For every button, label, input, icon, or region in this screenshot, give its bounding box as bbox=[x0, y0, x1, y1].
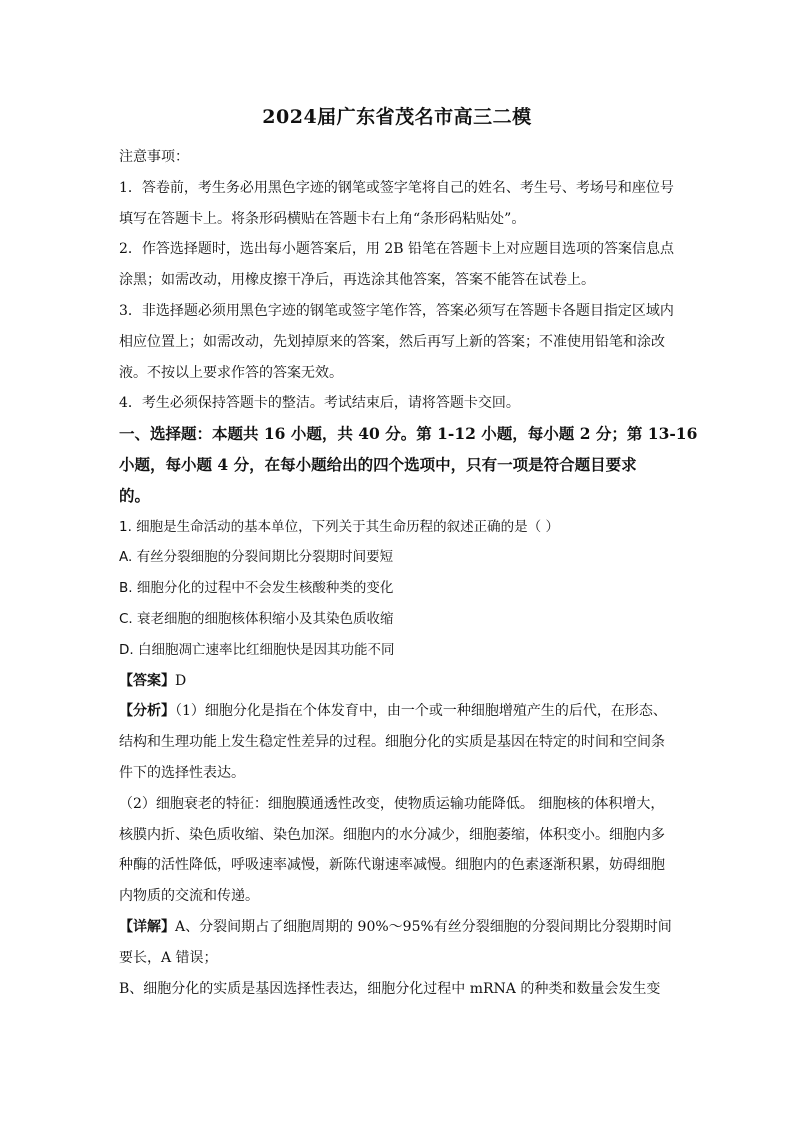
document-body bbox=[119, 142, 698, 1004]
analysis-line: 种酶的活性降低，呼吸速率减慢，新陈代谢速率减慢。细胞内的色素逐渐积累，妨碍细胞 bbox=[119, 857, 665, 874]
analysis-line: 核膜内折、染色质收缩、染色加深。细胞内的水分减少，细胞萎缩，体积变小。细胞内多 bbox=[119, 826, 665, 843]
notice-heading: 注意事项： bbox=[119, 149, 189, 165]
notice-line: 涂黑；如需改动，用橡皮擦干净后，再选涂其他答案，答案不能答在试卷上。 bbox=[119, 272, 595, 289]
notice-line: 2．作答选择题时，选出每小题答案后，用 2B 铅笔在答题卡上对应题目选项的答案信息点 bbox=[119, 241, 675, 258]
detail-line: 要长，A 错误； bbox=[119, 949, 218, 966]
question-option-b: B. 细胞分化的过程中不会发生核酸种类的变化 bbox=[119, 580, 394, 597]
detail-line: B、细胞分化的实质是基因选择性表达，细胞分化过程中 mRNA 的种类和数量会发生变 bbox=[119, 980, 661, 997]
analysis-line: （2）细胞衰老的特征：细胞膜通透性改变，使物质运输功能降低。 细胞核的体积增大， bbox=[119, 795, 665, 812]
notice-line: 3．非选择题必须用黑色字迹的钢笔或签字笔作答，答案必须写在答题卡各题目指定区域内 bbox=[119, 302, 674, 319]
notice-line: 相应位置上；如需改动，先划掉原来的答案，然后再写上新的答案；不准使用铅笔和涂改 bbox=[119, 333, 665, 350]
analysis-text: （1）细胞分化是指在个体发育中，由一个或一种细胞增殖产生的后代，在形态、 bbox=[175, 703, 667, 720]
answer-label: 【答案】 bbox=[119, 672, 175, 689]
question-stem: 1. 细胞是生命活动的基本单位，下列关于其生命历程的叙述正确的是（ ） bbox=[119, 518, 559, 535]
analysis-line: 结构和生理功能上发生稳定性差异的过程。细胞分化的实质是基因在特定的时间和空间条 bbox=[119, 734, 665, 751]
notice-line: 1．答卷前，考生务必用黑色字迹的钢笔或签字笔将自己的姓名、考生号、考场号和座位号 bbox=[119, 179, 674, 196]
notice-line: 4．考生必须保持答题卡的整洁。考试结束后，请将答题卡交回。 bbox=[119, 395, 520, 412]
section-heading-line: 小题，每小题 4 分，在每小题给出的四个选项中，只有一项是符合题目要求 bbox=[119, 454, 637, 474]
detail-line bbox=[119, 912, 677, 943]
detail-text: A、分裂间期占了细胞周期的 90%～95%有丝分裂细胞的分裂间期比分裂期时间 bbox=[175, 918, 672, 935]
notice-line: 填写在答题卡上。将条形码横贴在答题卡右上角“条形码粘贴处”。 bbox=[119, 210, 526, 227]
question-option-d: D. 白细胞凋亡速率比红细胞快是因其功能不同 bbox=[119, 641, 395, 658]
question-option-c: C. 衰老细胞的细胞核体积缩小及其染色质收缩 bbox=[119, 610, 394, 627]
analysis-line bbox=[119, 696, 677, 727]
document-title: 2024届广东省茂名市高三二模 bbox=[262, 106, 532, 128]
notice-line: 液。不按以上要求作答的答案无效。 bbox=[119, 364, 343, 381]
section-heading-line: 的。 bbox=[119, 485, 151, 505]
analysis-line: 件下的选择性表达。 bbox=[119, 764, 245, 781]
question-option-a: A. 有丝分裂细胞的分裂间期比分裂期时间要短 bbox=[119, 549, 394, 566]
answer-line bbox=[119, 666, 677, 697]
answer-value: D bbox=[175, 672, 187, 689]
analysis-label: 【分析】 bbox=[119, 703, 175, 720]
detail-label: 【详解】 bbox=[119, 918, 175, 935]
section-heading-line: 一、选择题：本题共 16 小题，共 40 分。第 1-12 小题，每小题 2 分；第 13-16 bbox=[119, 424, 698, 444]
analysis-line: 内物质的交流和传递。 bbox=[119, 888, 259, 905]
